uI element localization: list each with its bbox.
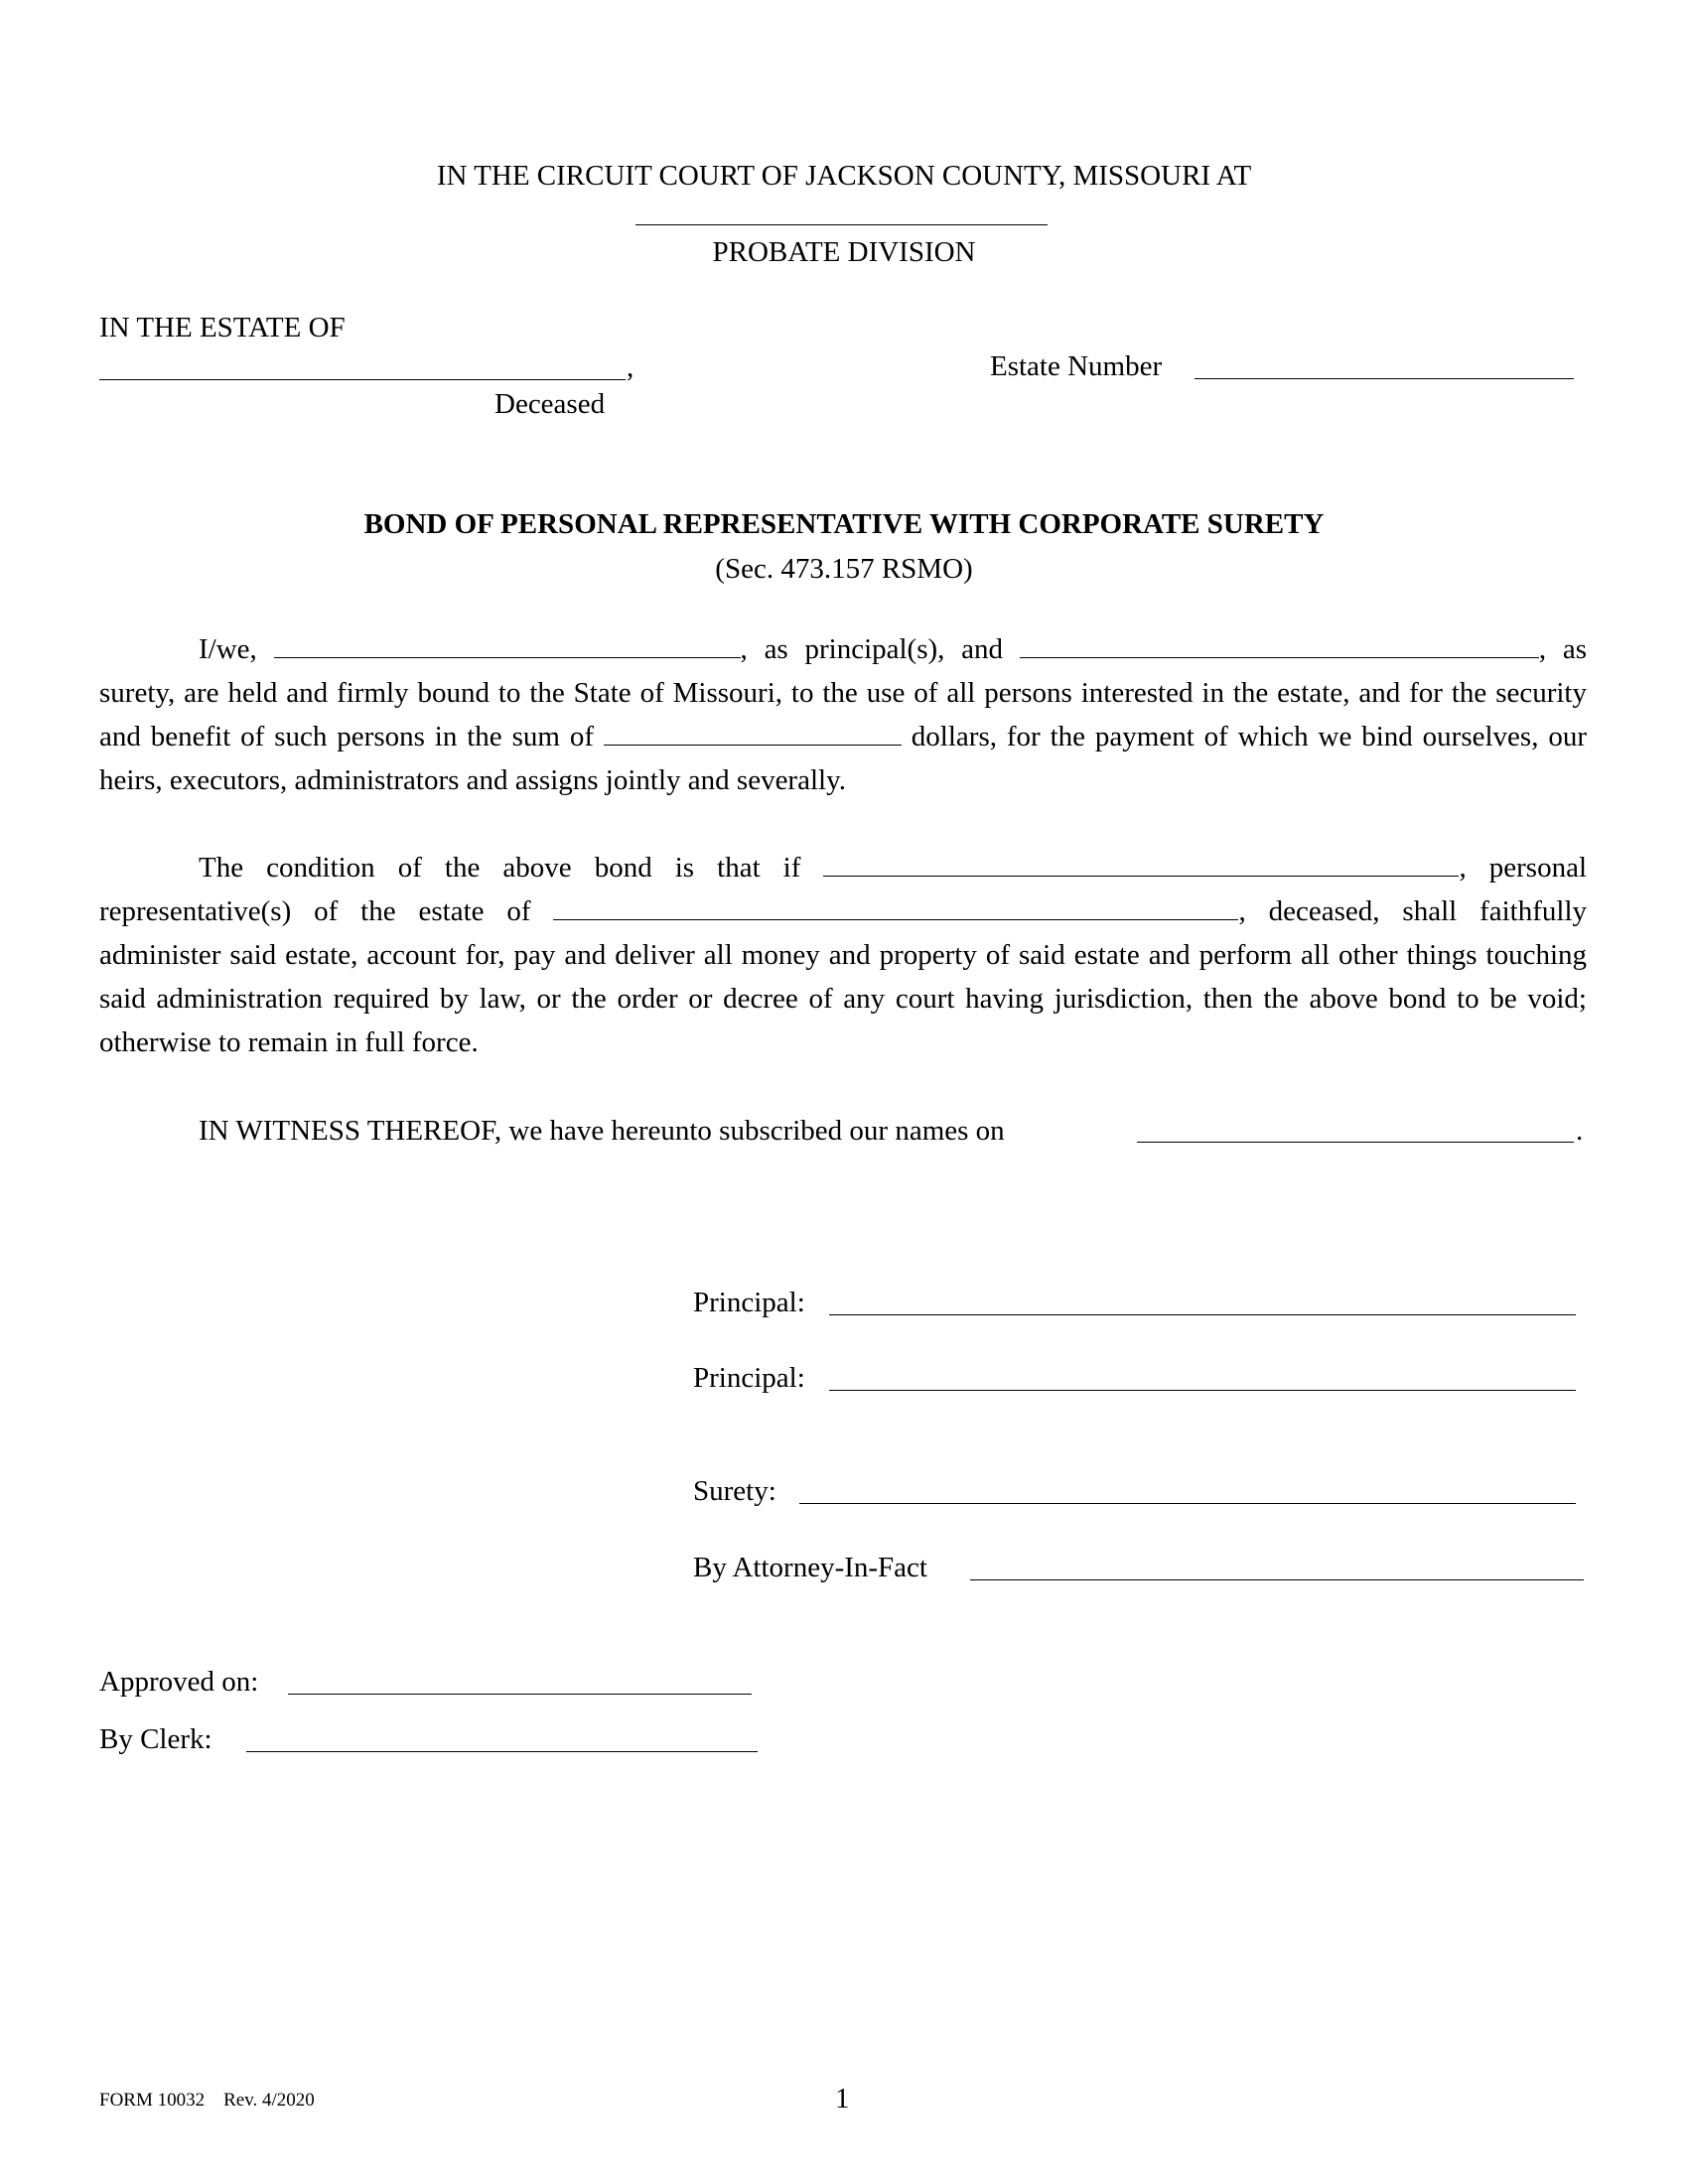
statute-reference: (Sec. 473.157 RSMO): [715, 553, 973, 585]
principal-2-signature-field[interactable]: [829, 1390, 1576, 1391]
estate-of-label: IN THE ESTATE OF: [99, 312, 346, 343]
bond-paragraph: [99, 627, 1587, 802]
principal-1-signature-field[interactable]: [829, 1314, 1576, 1315]
approved-on-label: Approved on:: [99, 1666, 259, 1698]
witness-text: IN WITNESS THEREOF, we have hereunto subscribed our names on: [199, 1115, 1005, 1147]
clerk-signature-field[interactable]: [246, 1751, 758, 1752]
p1-as-principal: , as principal(s), and: [740, 633, 1004, 665]
surety-label: Surety:: [693, 1475, 776, 1507]
attorney-in-fact-label: By Attorney-In-Fact: [693, 1552, 927, 1583]
estate-number-field[interactable]: [1195, 378, 1574, 379]
deceased-label: Deceased: [494, 388, 606, 420]
court-location-field[interactable]: [635, 224, 1048, 225]
p1-dollars-text: dollars, for the payment of which we bind ourselves, our heirs, executors, administrators and assigns jointly and severally.: [99, 721, 1588, 796]
condition-paragraph: [99, 846, 1587, 1064]
p1-comma: ,: [1538, 633, 1547, 665]
estate-decedent-field[interactable]: [553, 897, 1238, 920]
document-title: BOND OF PERSONAL REPRESENTATIVE WITH CORPORATE SURETY: [363, 508, 1325, 540]
division-heading: PROBATE DIVISION: [712, 236, 976, 268]
decedent-name-field[interactable]: [99, 379, 626, 380]
personal-representative-field[interactable]: [823, 854, 1459, 877]
p2-personal-rep-text: , personal representative(s) of the estate of: [99, 852, 1587, 927]
witness-period: .: [1576, 1115, 1584, 1147]
form-number: FORM 10032 Rev. 4/2020: [99, 2090, 315, 2111]
principal-name-field[interactable]: [274, 635, 741, 658]
approved-on-field[interactable]: [288, 1694, 752, 1695]
p2-condition-text: The condition of the above bond is that if: [199, 852, 801, 884]
witness-date-field[interactable]: [1137, 1142, 1574, 1143]
p1-iwe: I/we,: [199, 633, 257, 665]
principal-2-label: Principal:: [693, 1362, 805, 1394]
estate-number-label: Estate Number: [990, 350, 1163, 382]
by-clerk-label: By Clerk:: [99, 1723, 212, 1755]
page-number: 1: [835, 2083, 850, 2115]
p2-deceased-text: , deceased, shall faithfully administer said estate, account for, pay and deliver all money and property of said estate and perform all other things touching said administration required by law, or the order or decree of any court having jurisdiction, then the above bond to be void; otherwise to remain in full force.: [99, 895, 1587, 1058]
court-heading: IN THE CIRCUIT COURT OF JACKSON COUNTY, MISSOURI AT: [436, 160, 1252, 192]
surety-signature-field[interactable]: [799, 1503, 1576, 1504]
caption-comma: ,: [627, 351, 634, 383]
surety-name-field[interactable]: [1020, 635, 1539, 658]
principal-1-label: Principal:: [693, 1287, 805, 1318]
p1-surety-text: as surety, are held and firmly bound to the State of Missouri, to the use of all persons interested in the estate, and for the security and benefit of such persons in the sum of: [99, 633, 1587, 752]
bond-amount-field[interactable]: [604, 723, 902, 746]
attorney-in-fact-signature-field[interactable]: [970, 1579, 1584, 1580]
